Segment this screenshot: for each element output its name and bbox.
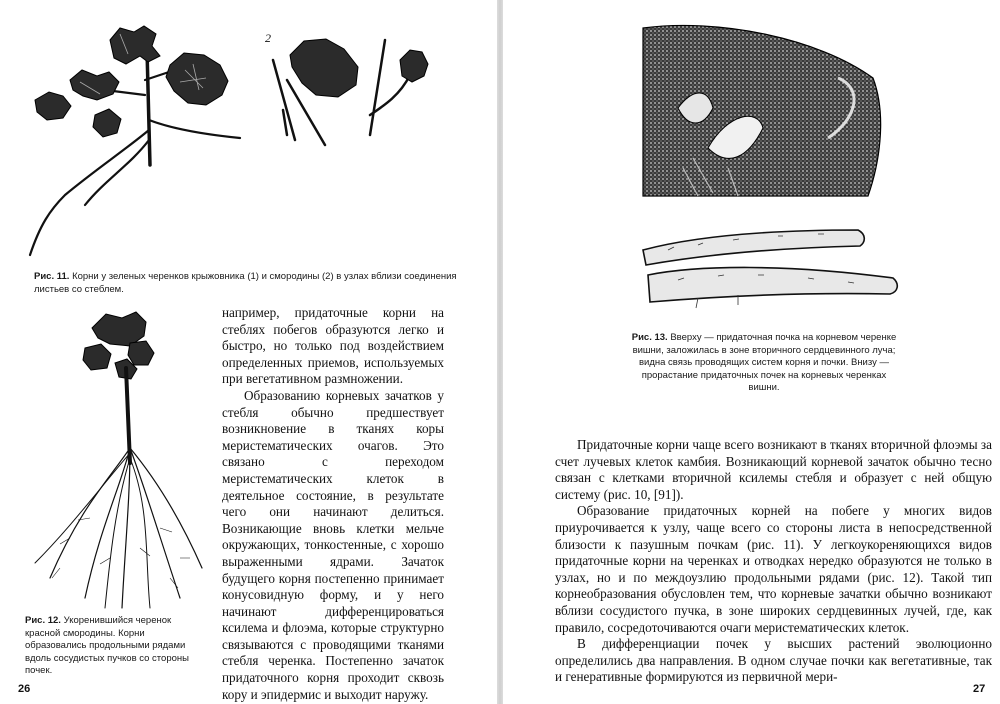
fig13-bottom-illustration [638,220,903,318]
fig12-illustration [30,308,210,613]
fig11-label-2: 2 [265,31,271,45]
fig12-caption-text: Укоренившийся черенок красной смородины. Корни образовались продольными рядами вдоль сосудистых пучков со стороны почек. [25,615,189,676]
fig13-caption [628,332,900,395]
fig12-caption [25,615,203,678]
left-body-text [222,305,444,703]
right-paragraph-1: Придаточные корни чаще всего возникают в тканях вторичной флоэмы за счет лучевых клеток камбия. Возникающий корневой зачаток обычно тесно связан с клетками вторичной ксилемы стебля и образует с ней общую систему (рис. 10, [91]). [555,437,992,502]
fig13-top-illustration [638,18,888,200]
right-page-number: 27 [973,683,986,695]
right-page [503,0,1000,704]
right-body-text [555,437,992,686]
left-page-number: 26 [18,683,31,695]
left-page [0,0,497,704]
left-paragraph-2: Образованию корневых зачатков у стебля обычно предшествует возникновение в тканях коры меристематических очагов. Это связано с переходом меристематических клеток в деятельное состояние, в результате чего они начинают делиться. Возникающие вновь клетки мельче окружающих, тонкостенные, с хорошо выраженными ядрами. Зачаток будущего корня постепенно принимает конусовидную форму, и у него начинают дифференцироваться ксилема и флоэма, которые структурно связываются с проводящими тканями стебля черенка. Постепенно зачаток придаточного корня проходит сквозь кору и эпидермис и выходит наружу. [222,387,444,702]
right-paragraph-2: Образование придаточных корней на побеге у многих видов приурочивается к узлу, чаще всего со стороны листа в непосредственной близости к пазушным почкам (рис. 11). У легкоукореняющихся видов придаточные корни на черенках и отводках нередко образуются не только в узлах, но и по междоузлию продольными рядами (рис. 12). Такой тип корнеобразования обусловлен тем, что корневые зачатки обычно возникают вблизи сосудистого пучка, в зоне широких сердцевинных лучей, где, как правило, сосредоточиваются очаги меристематических клеток. [555,503,992,635]
fig11-illustration [25,20,455,265]
fig11-caption-text: Корни у зеленых черенков крыжовника (1) и смородины (2) в узлах вблизи соединения листьев со стеблем. [34,271,457,295]
right-paragraph-3: В дифференциации почек у высших растений эволюционно определились два направления. В одном случае почки как вегетативные, так и генеративные формируются из первичной мери- [555,636,992,685]
fig13-caption-text: Вверху — придаточная почка на корневом черенке вишни, заложилась в зоне вторичного сердцевинного луча; видна связь проводящих систем корня и почки. Внизу — прорастание придаточных почек на корневых черенках вишни. [632,332,897,393]
fig11-caption [34,271,464,296]
fig13-caption-number: Рис. 13. [631,332,668,343]
left-paragraph-1: например, придаточные корни на стеблях побегов образуются легко и быстро, но только под воздействием определенных приемов, используемых при вегетативном размножении. [222,305,444,387]
fig11-caption-number: Рис. 11. [34,271,70,282]
fig12-caption-number: Рис. 12. [25,615,61,626]
